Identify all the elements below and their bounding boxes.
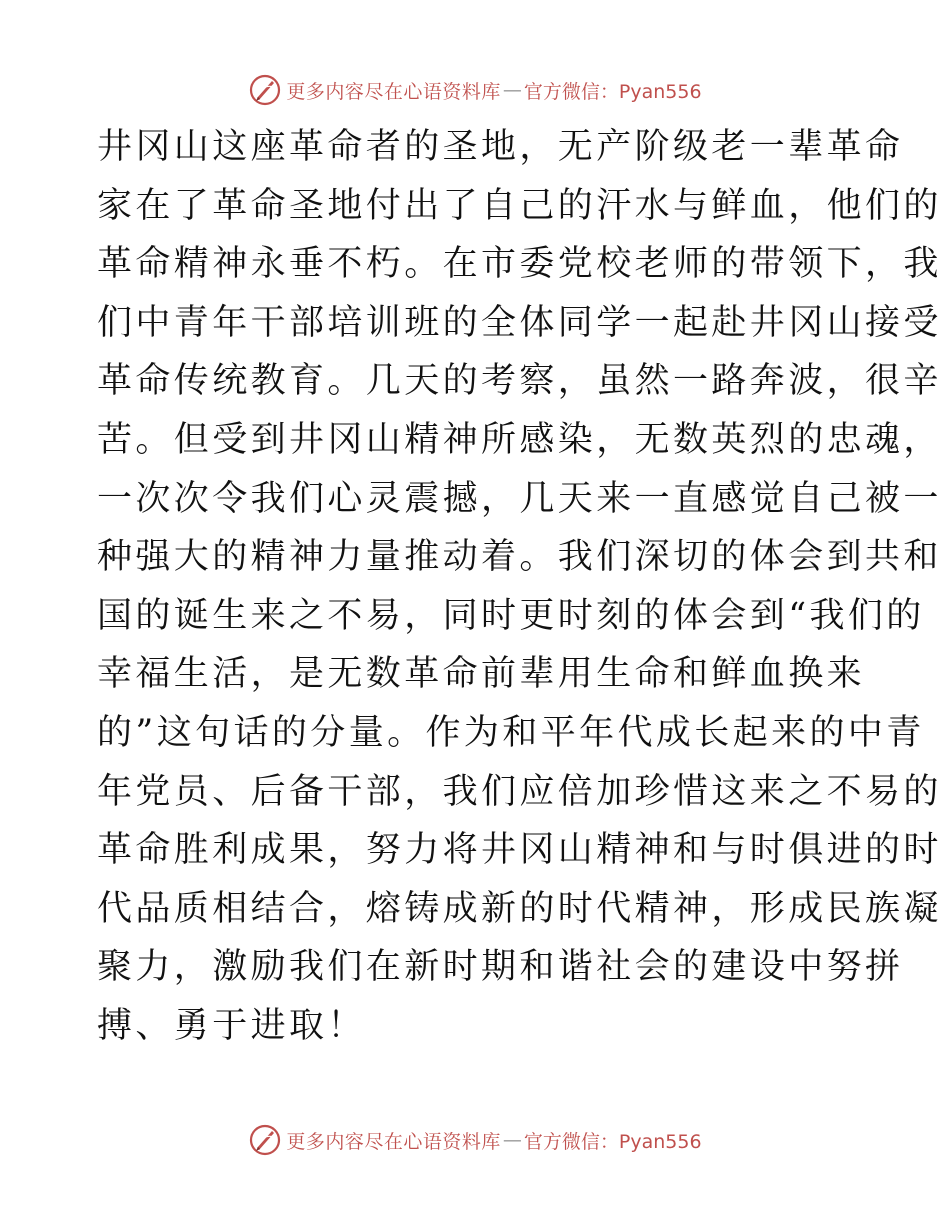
quill-pen-logo-icon [248, 73, 282, 107]
header-banner-wechat-text: 官方微信：Pyan556 [523, 80, 702, 103]
footer-banner-wechat-text: 官方微信：Pyan556 [523, 1130, 702, 1153]
body-line: 一次次令我们心灵震撼，几天来一直感觉自己被一 [97, 478, 942, 519]
footer-banner-main-text: 更多内容尽在心语资料库 [286, 1130, 501, 1153]
body-line: 聚力，激励我们在新时期和谐社会的建设中努拼 [97, 947, 904, 988]
header-banner-separator: — [502, 79, 522, 101]
body-line: 革命胜利成果，努力将井冈山精神和与时俱进的时 [97, 830, 942, 871]
footer-banner-separator: — [502, 1129, 522, 1151]
body-line: 井冈山这座革命者的圣地，无产阶级老一辈革命 [97, 127, 904, 167]
body-line: 代品质相结合，熔铸成新的时代精神，形成民族凝 [97, 888, 942, 929]
header-banner [0, 70, 950, 110]
body-line: 家在了革命圣地付出了自己的汗水与鲜血，他们的 [97, 185, 942, 226]
body-line: 搏、勇于进取！ [97, 1005, 366, 1046]
body-line: 幸福生活，是无数革命前辈用生命和鲜血换来 [97, 654, 866, 695]
body-line: 种强大的精神力量推动着。我们深切的体会到共和 [97, 537, 942, 578]
body-line: 们中青年干部培训班的全体同学一起赴井冈山接受 [97, 302, 942, 343]
quill-pen-logo-icon [248, 1123, 282, 1157]
document-body [97, 118, 942, 1056]
body-line: 年党员、后备干部，我们应倍加珍惜这来之不易的 [97, 771, 942, 812]
body-line: 革命精神永垂不朽。在市委党校老师的带领下，我 [97, 244, 942, 285]
body-line: 苦。但受到井冈山精神所感染，无数英烈的忠魂， [97, 419, 942, 460]
body-line: 革命传统教育。几天的考察，虽然一路奔波，很辛 [97, 361, 942, 402]
body-line: 的”这句话的分量。作为和平年代成长起来的中青 [97, 712, 925, 753]
header-banner-main-text: 更多内容尽在心语资料库 [286, 80, 501, 103]
body-line: 国的诞生来之不易，同时更时刻的体会到“我们的 [97, 595, 925, 636]
footer-banner [0, 1120, 950, 1160]
